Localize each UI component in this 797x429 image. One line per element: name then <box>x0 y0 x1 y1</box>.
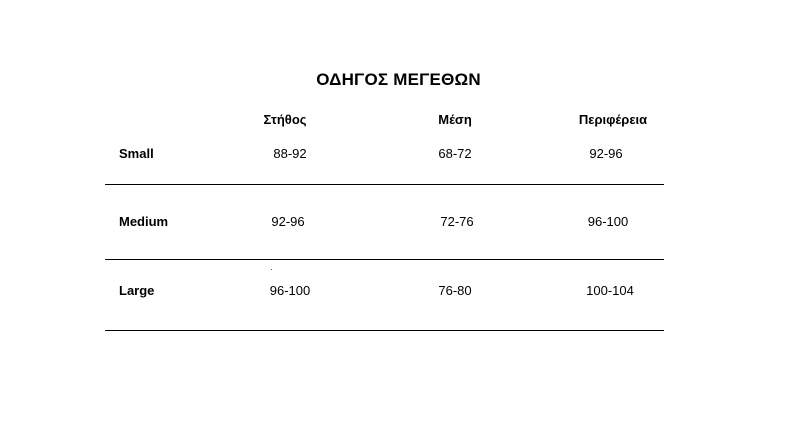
size-guide-title: ΟΔΗΓΟΣ ΜΕΓΕΘΩΝ <box>316 70 481 89</box>
stray-dot <box>271 269 272 270</box>
cell-large-waist: 76-80 <box>438 283 472 298</box>
row-divider <box>105 259 664 260</box>
row-divider <box>105 330 664 331</box>
cell-small-waist: 68-72 <box>438 146 472 161</box>
cell-large-chest: 96-100 <box>269 283 311 298</box>
column-header-hips: Περιφέρεια <box>578 112 648 127</box>
column-header-chest: Στήθος <box>263 112 307 127</box>
cell-medium-chest: 92-96 <box>271 214 305 229</box>
cell-large-hips: 100-104 <box>586 283 634 298</box>
cell-small-hips: 92-96 <box>589 146 623 161</box>
cell-small-chest: 88-92 <box>273 146 307 161</box>
row-label-small: Small <box>119 146 154 161</box>
column-header-waist: Μέση <box>438 112 472 127</box>
cell-medium-hips: 96-100 <box>587 214 629 229</box>
cell-medium-waist: 72-76 <box>440 214 474 229</box>
row-label-large: Large <box>119 283 155 298</box>
row-label-medium: Medium <box>119 214 169 229</box>
row-divider <box>105 184 664 185</box>
